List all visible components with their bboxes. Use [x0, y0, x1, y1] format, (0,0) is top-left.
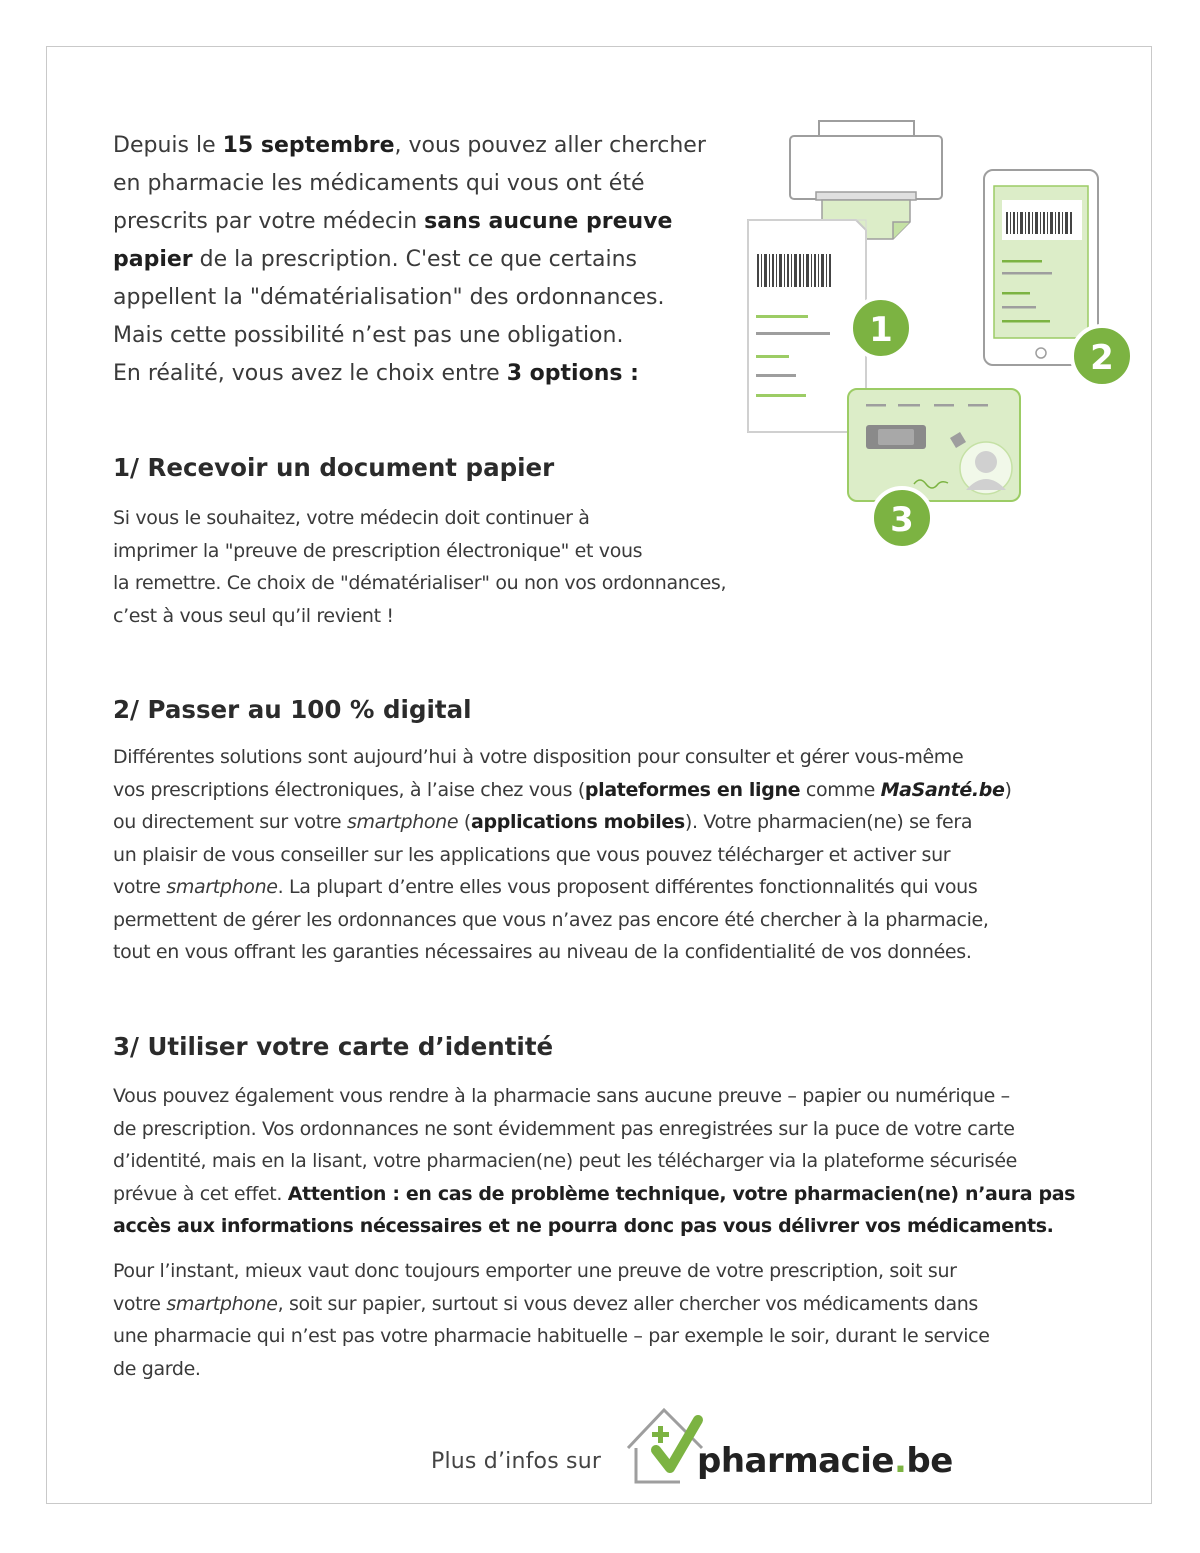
intro-emphasis: 3 options	[506, 361, 623, 386]
section-3-text: une pharmacie qui n’est pas votre pharmacie habituelle – par exemple le soir, durant le service	[113, 1325, 990, 1347]
intro-text: :	[622, 361, 639, 386]
section-3-text: Pour l’instant, mieux vaut donc toujours emporter une preuve de votre prescription, soit sur	[113, 1260, 957, 1282]
section-2-text: ou directement sur votre	[113, 811, 347, 833]
intro-text: En réalité, vous avez le choix entre	[113, 361, 507, 386]
section-2-title: 2/ Passer au 100 % digital	[113, 695, 472, 724]
section-2-text: . La plupart d’entre elles vous proposent différentes fonctionnalités qui vous	[277, 876, 978, 898]
section-3-text: prévue à cet effet.	[113, 1182, 288, 1205]
badge-3-label: 3	[890, 500, 914, 540]
intro-emphasis: sans aucune preuve	[424, 209, 673, 234]
section-2-text: )	[1004, 778, 1012, 801]
badge-2-label: 2	[1090, 338, 1114, 378]
section-3-body-2	[113, 1255, 1113, 1385]
section-3-text: de garde.	[113, 1357, 201, 1380]
section-1-text: la remettre. Ce choix de "dématérialiser" ou non vos ordonnances,	[113, 572, 727, 594]
logo-word: pharmacie	[697, 1441, 894, 1481]
section-1-text: imprimer la "preuve de prescription électronique" et vous	[113, 539, 643, 562]
section-1-text: c’est à vous seul qu’il revient !	[113, 604, 394, 627]
badge-1-label: 1	[869, 310, 893, 350]
intro-text: , vous pouvez aller chercher	[394, 133, 706, 158]
section-3-warning: Attention : en cas de problème technique, votre pharmacien(ne) n’aura pas	[287, 1182, 1076, 1205]
section-3-text: Vous pouvez également vous rendre à la pharmacie sans aucune preuve – papier ou numérique –	[113, 1085, 1010, 1107]
section-2-text: (	[458, 811, 471, 833]
section-2-italic: smartphone	[346, 811, 459, 833]
section-3-text: de prescription. Vos ordonnances ne sont évidemment pas enregistrées sur la puce de votre carte	[113, 1117, 1015, 1140]
logo-dot: .	[894, 1441, 907, 1481]
section-2-text: vos prescriptions électroniques, à l’aise chez vous (	[113, 778, 585, 801]
section-2-text: ). Votre pharmacien(ne) se fera	[684, 811, 973, 833]
section-3-text: d’identité, mais en la lisant, votre pharmacien(ne) peut les télécharger via la plateforme sécurisée	[113, 1150, 1018, 1172]
section-2-text: un plaisir de vous conseiller sur les applications que vous pouvez télécharger et activer sur	[113, 843, 951, 866]
masante-link-text: MaSanté.be	[880, 778, 1005, 801]
section-3-warning: accès aux informations nécessaires et ne pourra donc pas vous délivrer vos médicaments.	[113, 1215, 1054, 1237]
section-2-text: Différentes solutions sont aujourd’hui à votre disposition pour consulter et gérer vous-même	[113, 746, 964, 768]
intro-text: prescrits par votre médecin	[113, 209, 425, 234]
section-3-title: 3/ Utiliser votre carte d’identité	[113, 1032, 554, 1061]
intro-text: appellent la "dématérialisation" des ordonnances.	[113, 285, 665, 310]
section-2-emphasis: plateformes en ligne	[584, 778, 801, 801]
section-1-title: 1/ Recevoir un document papier	[113, 453, 555, 482]
intro-text: Mais cette possibilité n’est pas une obligation.	[113, 323, 624, 348]
section-2-emphasis: applications mobiles	[470, 811, 685, 833]
section-2-italic: smartphone	[166, 876, 278, 898]
section-2-text: tout en vous offrant les garanties nécessaires au niveau de la confidentialité de vos données.	[113, 941, 972, 963]
section-1-body	[113, 502, 793, 632]
intro-text: de la prescription. C'est ce que certains	[192, 247, 637, 272]
intro-date: 15 septembre	[222, 133, 395, 158]
logo-tld: be	[906, 1441, 953, 1481]
section-2-body	[113, 741, 1103, 969]
intro-paragraph	[113, 127, 733, 393]
id-card-icon	[848, 389, 1020, 501]
section-2-text: votre	[113, 876, 167, 898]
intro-emphasis: papier	[113, 247, 193, 272]
section-2-text: comme	[800, 778, 881, 801]
section-1-text: Si vous le souhaitez, votre médecin doit continuer à	[113, 507, 590, 529]
section-3-body	[113, 1080, 1113, 1243]
intro-text: en pharmacie les médicaments qui vous ont été	[113, 171, 645, 196]
footer-more-info: Plus d’infos sur	[431, 1449, 602, 1474]
section-3-italic: smartphone	[166, 1292, 278, 1315]
prescription-options-illustration	[738, 112, 1138, 552]
section-3-text: votre	[113, 1292, 167, 1315]
section-3-text: , soit sur papier, surtout si vous devez aller chercher vos médicaments dans	[277, 1292, 978, 1315]
badge-3	[872, 488, 932, 548]
logo-wordmark	[697, 1441, 953, 1481]
badge-2	[1072, 326, 1132, 386]
badge-1	[851, 298, 911, 358]
intro-text: Depuis le	[113, 133, 223, 158]
section-2-text: permettent de gérer les ordonnances que vous n’avez pas encore été chercher à la pharmacie,	[113, 908, 989, 931]
